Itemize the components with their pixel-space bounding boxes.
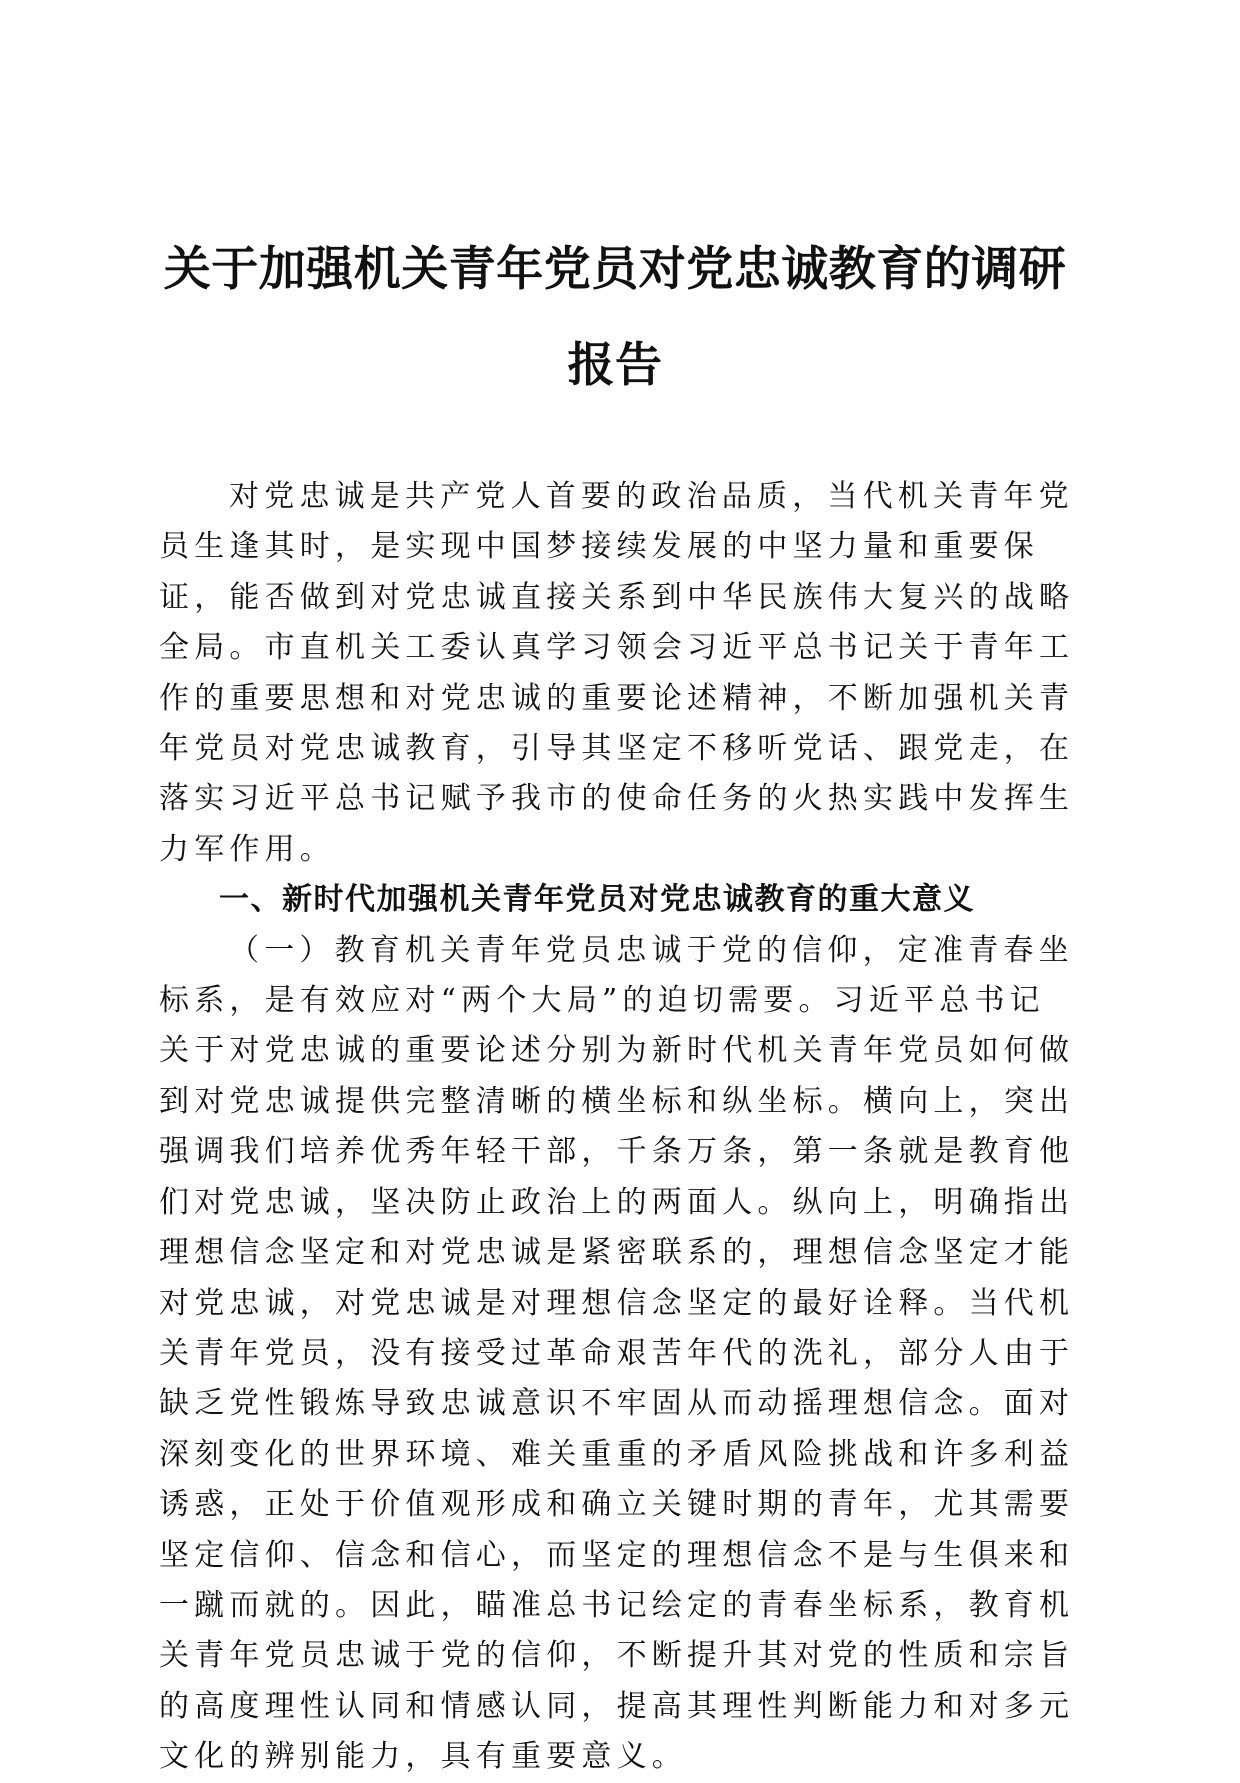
section-heading-1: 一、新时代加强机关青年党员对党忠诚教育的重大意义 — [219, 882, 975, 918]
intro-paragraph: 对党忠诚是共产党人首要的政治品质，当代机关青年党员生逢其时，是实现中国梦接续发展的中坚力量和重要保证，能否做到对党忠诚直接关系到中华民族伟大复兴的战略全局。市直机关工委认真学习领会习近平总书记关于青年工作的重要思想和对党忠诚的重要论述精神，不断加强机关青年党员对党忠诚教育，引导其坚定不移听党话、跟党走，在落实习近平总书记赋予我市的使命任务的火热实践中发挥生力军作用。 — [159, 479, 1075, 867]
document-body — [159, 472, 1079, 1783]
document-title: 关于加强机关青年党员对党忠诚教育的调研报告 — [163, 242, 1067, 393]
subsection-paragraph-1: （一）教育机关青年党员忠诚于党的信仰，定准青春坐标系，是有效应对“两个大局”的迫切需要。习近平总书记关于对党忠诚的重要论述分别为新时代机关青年党员如何做到对党忠诚提供完整清晰的横坐标和纵坐标。横向上，突出强调我们培养优秀年轻干部，千条万条，第一条就是教育他们对党忠诚，坚决防止政治上的两面人。纵向上，明确指出理想信念坚定和对党忠诚是紧密联系的，理想信念坚定才能对党忠诚，对党忠诚是对理想信念坚定的最好诠释。当代机关青年党员，没有接受过革命艰苦年代的洗礼，部分人由于缺乏党性锻炼导致忠诚意识不牢固从而动摇理想信念。面对深刻变化的世界环境、难关重重的矛盾风险挑战和许多利益诱惑，正处于价值观形成和确立关键时期的青年，尤其需要坚定信仰、信念和信心，而坚定的理想信念不是与生俱来和一蹴而就的。因此，瞄准总书记绘定的青春坐标系，教育机关青年党员忠诚于党的信仰，不断提升其对党的性质和宗旨的高度理性认同和情感认同，提高其理性判断能力和对多元文化的辨别能力，具有重要意义。 — [159, 932, 1075, 1775]
